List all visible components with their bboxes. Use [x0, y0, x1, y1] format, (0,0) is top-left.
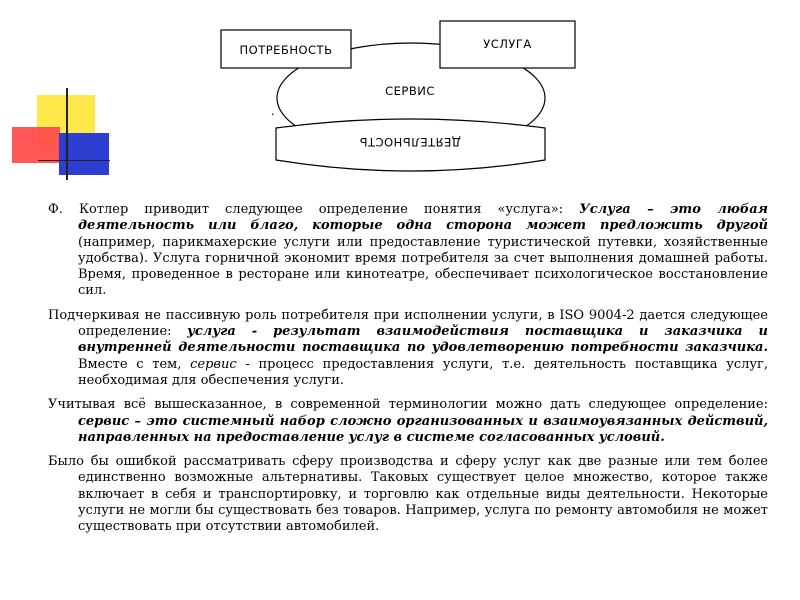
paragraph-text-run: - процесс предоставления услуги, т.е. деятельность поставщика услуг, необходимая для обеспечения услуги.: [78, 356, 768, 388]
need-box-label: ПОТРЕБНОСТЬ: [239, 43, 333, 57]
text-block: [48, 202, 768, 536]
paragraph-4: [48, 454, 768, 535]
paragraph-text-run: Вместе с тем,: [78, 356, 191, 372]
paragraph-3: [48, 397, 768, 446]
service-box-label: УСЛУГА: [483, 37, 532, 51]
oval-label: СЕРВИС: [385, 84, 435, 98]
diagram-dot: .: [270, 104, 276, 118]
paragraph-text-run: сервис – это системный набор сложно организованных и взаимоувязанных действий, направленных на предоставление услуг в системе согласованных условий.: [78, 413, 768, 445]
paragraph-text-run: Ф. Котлер приводит следующее определение понятия «услуга»:: [48, 202, 580, 217]
paragraph-text-run: Услуга – это любая деятельность или благо, которые одна сторона может предложить другой: [78, 202, 768, 234]
paragraph-text-run: (например, парикмахерские услуги или предоставление туристической путевки, хозяйственные удобства). Услуга горничной экономит время потребителя за счет выполнения домашней работы. Время, проведенное в ресторане или кинотеатре, обеспечивает психологическое восстановление сил.: [78, 234, 768, 299]
paragraph-1: [48, 202, 768, 300]
paragraph-text-run: услуга - результат взаимодействия поставщика и заказчика и внутренней деятельности поставщика по удовлетворению потребности заказчика.: [78, 324, 768, 356]
paragraph-text-run: Было бы ошибкой рассматривать сферу производства и сферу услуг как две разные или тем более единственно возможные альтернативы. Таковых существует целое множество, которое также включает в себя и транспортировку, и торговлю как отдельные виды деятельности. Некоторые услуги не могли бы существовать без товаров. Например, услуга по ремонту автомобиля не может существовать при отсутствии автомобилей.: [48, 454, 768, 535]
paragraph-text-run: Подчеркивая не пассивную роль потребителя при исполнении услуги, в ISO 9004-2 дается следующее определение:: [48, 307, 768, 340]
paragraph-text-run: Учитывая всё вышесказанное, в современной терминологии можно дать следующее определение:: [48, 397, 768, 413]
activity-label: ДЕЯТЕЛЬНОСТЬ: [359, 135, 461, 149]
paragraph-2: [48, 308, 768, 389]
paragraph-text-run: сервис: [190, 356, 237, 372]
